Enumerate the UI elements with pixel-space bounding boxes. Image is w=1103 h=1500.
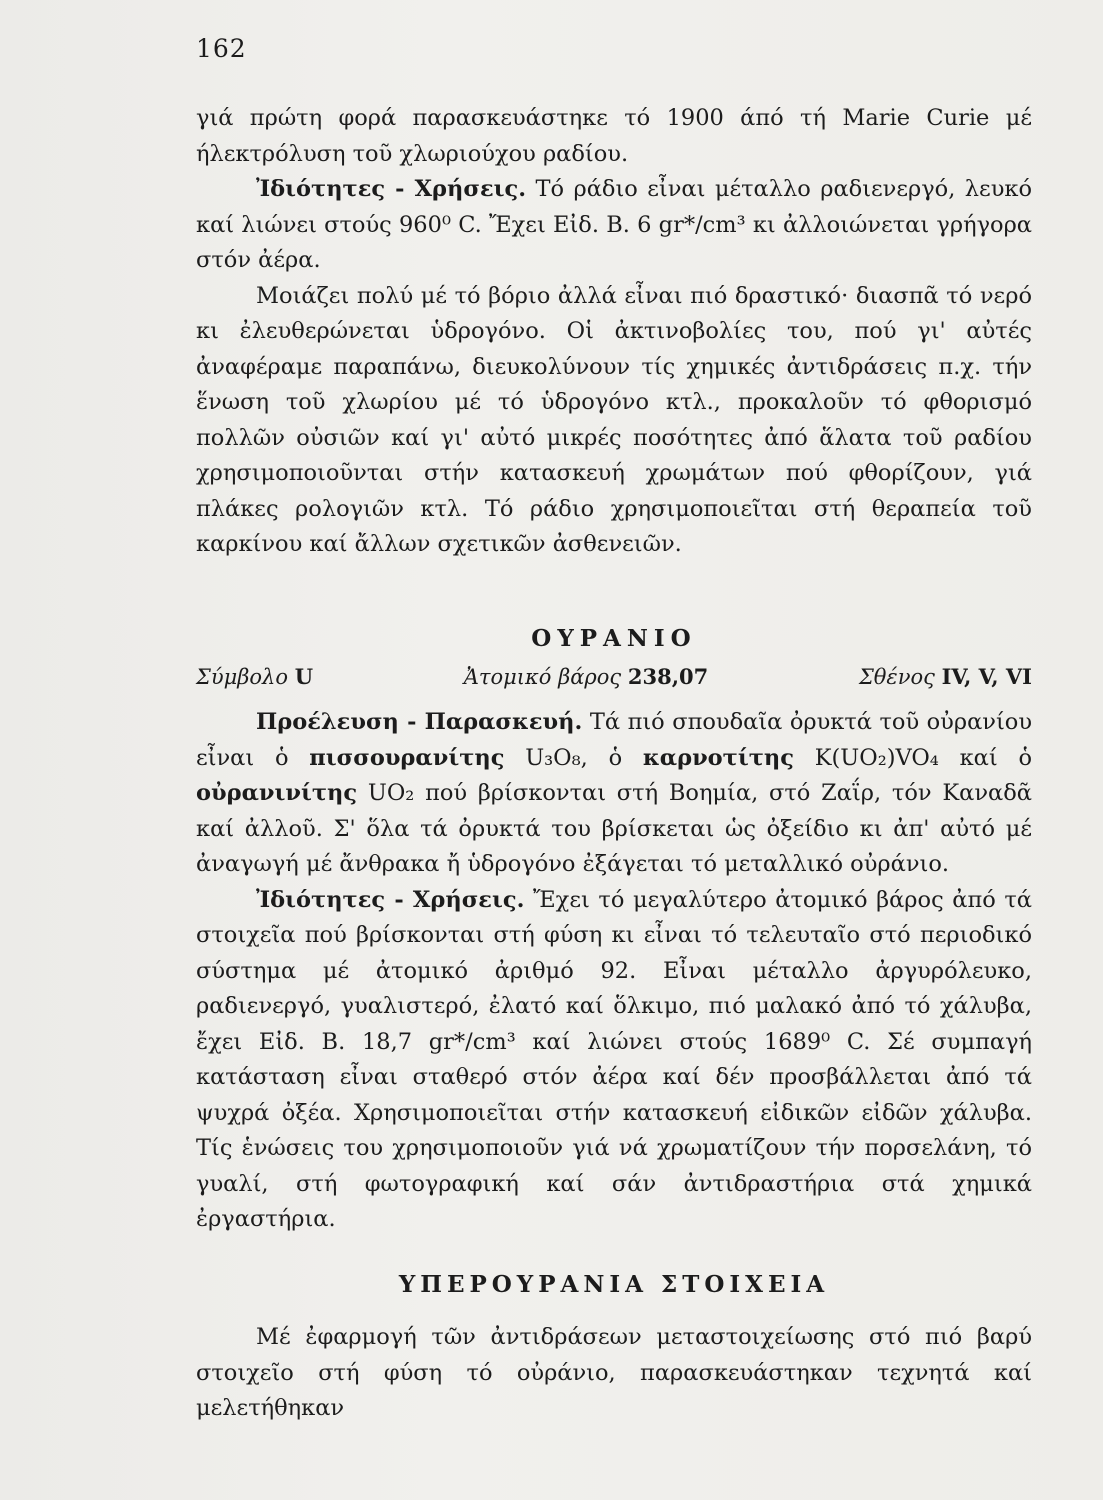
symbol-cell [196,664,313,689]
page-number: 162 [196,34,247,63]
radium-intro: γιά πρώτη φορά παρασκευάστηκε τό 1900 άπό τή Marie Curie μέ ήλεκτρόλυση τοῦ χλωριούχου ραδίου. [196,105,1032,167]
weight-value: 238,07 [627,664,709,689]
radium-properties [196,172,1032,279]
radium-properties-heading: Ἰδιότητες - Χρήσεις. [256,176,527,202]
origin-heading: Προέλευση - Παρασκευή. [256,709,583,735]
uranium-properties-text: Ἔχει τό μεγαλύτερο ἀτομικό βάρος ἀπό τά στοιχεῖα πού βρίσκονται στή φύση κι εἶναι τό τελευταῖο στό περιοδικό σύστημα μέ ἀτομικό ἀριθμό 92. Εἶναι μέταλλο ἀργυρόλευκο, ραδιενεργό, γυαλιστερό, ἐλατό καί ὅλκιμο, πιό μαλακό ἀπό τό χάλυβα, ἔχει Εἰδ. Β. 18,7 gr*/cm³ καί λιώνει στούς 1689⁰ C. Σέ συμπαγή κατάσταση εἶναι σταθερό στόν ἀέρα καί δέν προσβάλλεται ἀπό τά ψυχρά ὀξέα. Χρησιμοποιεῖται στήν κατασκευή εἰδικῶν εἰδῶν χάλυβα. Τίς ἑνώσεις του χρησιμοποιοῦν γιά νά χρωματίζουν τήν πορσελάνη, τό γυαλί, στή φωτογραφική καί σάν ἀντιδραστήρια στά χημικά ἐργαστήρια. [196,886,1033,1232]
mineral-uraninite: οὐρανινίτης [196,780,358,806]
mineral-carnotite: καρνοτίτης [642,744,794,771]
valence-cell [859,664,1032,689]
weight-cell [464,664,709,689]
origin-text-1: Τά πιό σπουδαῖα ὀρυκτά τοῦ οὐρανίου εἶναι ὁ [196,709,1032,771]
uranium-heading: ΟΥΡΑΝΙΟ [531,625,697,652]
transuranium-heading: ΥΠΕΡΟΥΡΑΝΙΑ ΣΤΟΙΧΕΙΑ [398,1271,830,1298]
radium-paragraph: Μοιάζει πολύ μέ τό βόριο ἀλλά εἶναι πιό δραστικό· διασπᾶ τό νερό κι ἐλευθερώνεται ὑδρογόνο. Οἱ ἀκτινοβολίες του, πού γι' αὐτές ἀναφέραμε παραπάνω, διευκολύνουν τίς χημικές ἀντιδράσεις π.χ. τήν ἕνωση τοῦ χλωρίου μέ τό ὑδρογόνο κτλ., προκαλοῦν τό φθορισμό πολλῶν οὐσιῶν καί γι' αὐτό μικρές ποσότητες ἀπό ἅλατα τοῦ ραδίου χρησιμοποιοῦνται στήν κατασκευή χρωμάτων πού φθορίζουν, γιά πλάκες ρολογιῶν κτλ. Τό ράδιο χρησιμοποιεῖται στή θεραπεία τοῦ καρκίνου καί ἄλλων σχετικῶν ἀσθενειῶν. [196,282,1032,557]
uranium-symbol-row [196,664,1032,689]
symbol-label: Σύμβολο [196,665,288,689]
symbol-value: U [294,664,314,689]
uranium-section [196,705,1032,1238]
mineral-pitchblende: πισσουρανίτης [309,744,505,771]
valence-label: Σθένος [858,665,935,689]
uranium-properties [196,883,1032,1238]
uranium-properties-heading: Ἰδιότητες - Χρήσεις. [256,886,525,913]
uranium-origin [196,705,1032,883]
transuranium-section [196,1320,1032,1427]
valence-value: IV, V, VI [941,664,1032,689]
weight-label: Ἀτομικό βάρος [463,665,622,689]
formula-pitchblende: U₃O₈, ὁ [525,744,623,771]
radium-section [196,101,1032,563]
origin-text-2: UO₂ πού βρίσκονται στή Βοημία, στό Ζαΐρ, τόν Καναδᾶ καί ἀλλοῦ. Σ' ὅλα τά ὀρυκτά του βρίσκεται ὡς ὀξείδιο κι ἀπ' αὐτό μέ ἀναγωγή μέ ἄνθρακα ἤ ὑδρογόνο ἐξάγεται τό μεταλλικό οὐράνιο. [196,780,1032,877]
formula-carnotite: K(UO₂)VO₄ καί ὁ [814,744,1032,771]
transuranium-text: Μέ ἐφαρμογή τῶν ἀντιδράσεων μεταστοιχείωσης στό πιό βαρύ στοιχεῖο στή φύση τό οὐράνιο, παρασκευάστηκαν τεχνητά καί μελετήθηκαν [196,1324,1032,1421]
radium-properties-text: Τό ράδιο εἶναι μέταλλο ραδιενεργό, λευκό καί λιώνει στούς 960⁰ C. Ἔχει Εἰδ. Β. 6 gr*/cm³ κι ἀλλοιώνεται γρήγορα στόν ἀέρα. [196,176,1032,273]
